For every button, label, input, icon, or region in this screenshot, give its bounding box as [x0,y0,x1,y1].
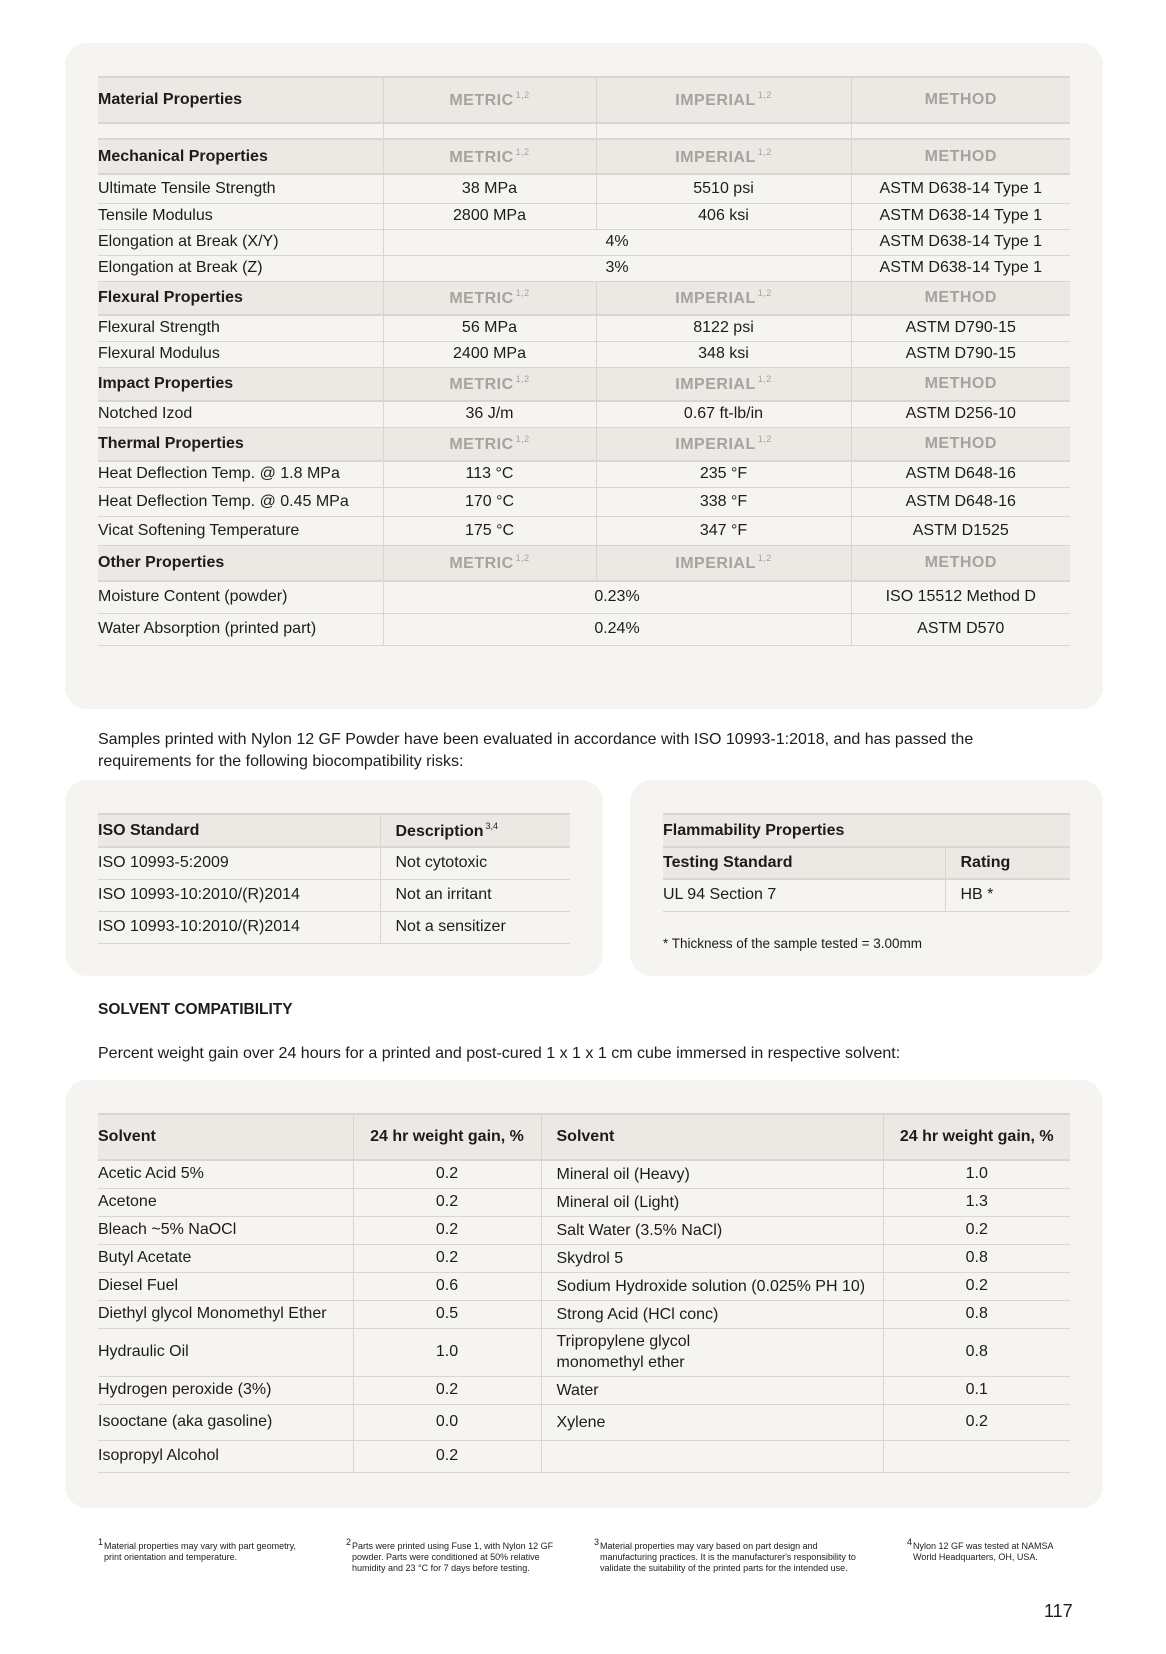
table-row [98,516,1070,545]
property-name: Tensile Modulus [98,207,213,224]
table-row [98,1440,1070,1472]
metric-header: METRIC $^{1,2}$ [383,367,596,401]
solvent-name: Acetone [98,1193,157,1210]
footnote-number: 1 [98,1537,104,1547]
material-properties-table [98,76,1070,646]
weight-gain-value: 0.2 [353,1244,541,1272]
table-row [98,255,1070,281]
footnote [346,1537,554,1574]
property-value: 0.24% [383,613,851,645]
solvent-name: Hydraulic Oil [98,1343,189,1360]
solvent-header: Solvent [541,1114,883,1160]
weight-gain-header: 24 hr weight gain, % [883,1114,1070,1160]
section-header-row [98,139,1070,174]
section-title: Impact Properties [98,367,383,401]
solvent-name: Mineral oil (Heavy) [541,1160,883,1188]
metric-header: METRIC $^{1,2}$ [383,427,596,461]
property-value: 0.23% [383,581,851,613]
imperial-value: 348 ksi [596,341,851,367]
metric-value: 2800 MPa [383,203,596,229]
method-header: METHOD [851,77,1070,123]
method-value: ASTM D638-14 Type 1 [851,174,1070,203]
method-header: METHOD [851,545,1070,581]
solvent-name: Water [541,1376,883,1404]
weight-gain-value: 0.6 [353,1272,541,1300]
iso-header-description: Description $^{3,4}$ [380,814,570,847]
section-header-row [98,77,1070,123]
footnote [98,1537,296,1563]
property-value: 4% [383,229,851,255]
section-title: Thermal Properties [98,427,383,461]
method-value: ASTM D790-15 [851,341,1070,367]
metric-value: 170 °C [383,487,596,516]
footnote-line: World Headquarters, OH, USA. [913,1552,1038,1562]
flammability-header-rating: Rating [945,847,1070,879]
method-value: ASTM D648-16 [851,487,1070,516]
weight-gain-value: 0.8 [883,1300,1070,1328]
flammability-note: * Thickness of the sample tested = 3.00mm [663,936,923,951]
table-row [98,847,570,879]
metric-value: 175 °C [383,516,596,545]
imperial-header: IMPERIAL $^{1,2}$ [596,367,851,401]
iso-standard-cell: ISO 10993-10:2010/(R)2014 [98,886,300,903]
method-header: METHOD [851,367,1070,401]
weight-gain-value: 1.0 [353,1328,541,1376]
method-value: ASTM D790-15 [851,315,1070,341]
property-name: Moisture Content (powder) [98,588,288,606]
section-title: Mechanical Properties [98,139,383,174]
iso-table [98,813,570,944]
metric-value: 38 MPa [383,174,596,203]
table-row [98,1328,1070,1376]
table-row [98,203,1070,229]
footnote-line: Nylon 12 GF was tested at NAMSA [913,1541,1054,1551]
weight-gain-value: 0.2 [353,1216,541,1244]
method-value: ASTM D638-14 Type 1 [851,229,1070,255]
solvent-name: Diesel Fuel [98,1277,179,1294]
flammability-title: Flammability Properties [663,814,1070,847]
metric-value: 56 MPa [383,315,596,341]
footnote-line: validate the suitability of the printed parts for the intended use. [600,1563,848,1573]
flammability-table [663,813,1070,912]
property-name: Elongation at Break (Z) [98,259,263,276]
table-row [98,315,1070,341]
method-value: ASTM D638-14 Type 1 [851,203,1070,229]
section-header-row [98,427,1070,461]
weight-gain-value: 0.2 [353,1376,541,1404]
weight-gain-value: 0.2 [883,1216,1070,1244]
table-row [98,1404,1070,1440]
solvent-name: Isooctane (aka gasoline) [98,1413,273,1430]
table-row [98,229,1070,255]
iso-standard-cell: ISO 10993-5:2009 [98,854,229,872]
solvent-header-row [98,1114,1070,1160]
solvent-name: Sodium Hydroxide solution (0.025% PH 10) [541,1272,883,1300]
solvent-name: Isopropyl Alcohol [98,1447,219,1464]
weight-gain-value: 0.0 [353,1404,541,1440]
weight-gain-value: 0.1 [883,1376,1070,1404]
solvent-name: Bleach ~5% NaOCl [98,1221,237,1238]
imperial-value: 338 °F [596,487,851,516]
imperial-header: IMPERIAL $^{1,2}$ [596,139,851,174]
section-title: Material Properties [98,77,383,123]
table-row [98,581,1070,613]
solvent-name: Xylene [541,1404,883,1440]
iso-description-cell: Not a sensitizer [380,911,570,943]
imperial-header: IMPERIAL $^{1,2}$ [596,427,851,461]
solvent-name: Skydrol 5 [541,1244,883,1272]
weight-gain-value: 0.2 [883,1272,1070,1300]
imperial-header: IMPERIAL $^{1,2}$ [596,545,851,581]
page-number: 117 [1044,1601,1073,1621]
method-header: METHOD [851,281,1070,315]
solvent-name: Strong Acid (HCl conc) [541,1300,883,1328]
iso-description-cell: Not an irritant [380,879,570,911]
footnote-line: humidity and 23 °C for 7 days before testing. [352,1563,530,1573]
iso-description-cell: Not cytotoxic [380,847,570,879]
flammability-standard-cell: UL 94 Section 7 [663,886,777,904]
section-title: Other Properties [98,545,383,581]
method-value: ASTM D256-10 [851,401,1070,427]
iso-header-standard: ISO Standard [98,814,380,847]
footnote-line: powder. Parts were conditioned at 50% relative [352,1552,540,1562]
weight-gain-value [883,1440,1070,1472]
solvent-name: Tripropylene glycol monomethyl ether [541,1328,883,1376]
imperial-value: 406 ksi [596,203,851,229]
solvent-name: Butyl Acetate [98,1249,192,1266]
table-row [98,1244,1070,1272]
table-row [98,1188,1070,1216]
table-row [98,911,570,943]
section-header-row [98,545,1070,581]
table-row [98,341,1070,367]
table-row [98,1300,1070,1328]
method-value: ISO 15512 Method D [851,581,1070,613]
weight-gain-value: 0.8 [883,1328,1070,1376]
footnote [594,1537,856,1574]
imperial-value: 5510 psi [596,174,851,203]
footnote-number: 3 [594,1537,600,1547]
imperial-value: 8122 psi [596,315,851,341]
method-value: ASTM D570 [851,613,1070,645]
imperial-value: 347 °F [596,516,851,545]
method-value: ASTM D648-16 [851,461,1070,487]
weight-gain-value: 1.3 [883,1188,1070,1216]
table-row [98,401,1070,427]
footnote-line: Material properties may vary with part geometry, [104,1541,296,1551]
metric-value: 2400 MPa [383,341,596,367]
imperial-header: IMPERIAL $^{1,2}$ [596,77,851,123]
solvent-name: Salt Water (3.5% NaCl) [541,1216,883,1244]
table-row [663,879,1070,911]
weight-gain-value: 1.0 [883,1160,1070,1188]
section-header-row [98,367,1070,401]
property-name: Notched Izod [98,405,193,423]
footnote [907,1537,1054,1563]
method-header: METHOD [851,139,1070,174]
table-row [98,1376,1070,1404]
weight-gain-header: 24 hr weight gain, % [353,1114,541,1160]
table-row [98,461,1070,487]
flammability-rating-cell: HB * [945,879,1070,911]
solvent-name [541,1440,883,1472]
imperial-value: 0.67 ft-lb/in [596,401,851,427]
method-header: METHOD [851,427,1070,461]
table-row [98,879,570,911]
table-row [98,1216,1070,1244]
solvent-name: Hydrogen peroxide (3%) [98,1381,272,1398]
metric-value: 113 °C [383,461,596,487]
solvent-intro: Percent weight gain over 24 hours for a printed and post-cured 1 x 1 x 1 cm cube immersed in respective solvent: [98,1045,901,1062]
section-title: Flexural Properties [98,281,383,315]
property-value: 3% [383,255,851,281]
solvent-header: Solvent [98,1114,353,1160]
footnote-line: Material properties may vary based on part design and [600,1541,818,1551]
weight-gain-value: 0.2 [353,1160,541,1188]
property-name: Vicat Softening Temperature [98,521,300,539]
property-name: Water Absorption (printed part) [98,620,317,637]
weight-gain-value: 0.8 [883,1244,1070,1272]
flammability-header-standard: Testing Standard [663,847,945,879]
solvent-name: Diethyl glycol Monomethyl Ether [98,1305,327,1322]
weight-gain-value: 0.2 [353,1188,541,1216]
spacer-row [98,123,1070,139]
metric-value: 36 J/m [383,401,596,427]
property-name: Ultimate Tensile Strength [98,179,276,197]
weight-gain-value: 0.2 [353,1440,541,1472]
property-name: Heat Deflection Temp. @ 0.45 MPa [98,492,349,510]
method-value: ASTM D1525 [851,516,1070,545]
imperial-header: IMPERIAL $^{1,2}$ [596,281,851,315]
method-value: ASTM D638-14 Type 1 [851,255,1070,281]
property-name: Elongation at Break (X/Y) [98,233,279,250]
solvent-name: Acetic Acid 5% [98,1165,204,1183]
footnote-line: manufacturing practices. It is the manufacturer's responsibility to [600,1552,856,1562]
metric-header: METRIC $^{1,2}$ [383,281,596,315]
footnote-line: Parts were printed using Fuse 1, with Nylon 12 GF [352,1541,554,1551]
table-row [98,1160,1070,1188]
solvent-table [98,1113,1070,1473]
imperial-value: 235 °F [596,461,851,487]
property-name: Flexural Strength [98,319,220,337]
iso-standard-cell: ISO 10993-10:2010/(R)2014 [98,918,300,935]
table-row [98,487,1070,516]
solvent-name: Mineral oil (Light) [541,1188,883,1216]
metric-header: METRIC $^{1,2}$ [383,545,596,581]
property-name: Flexural Modulus [98,345,220,362]
footnote-number: 4 [907,1537,913,1547]
weight-gain-value: 0.2 [883,1404,1070,1440]
property-name: Heat Deflection Temp. @ 1.8 MPa [98,465,340,483]
metric-header: METRIC $^{1,2}$ [383,139,596,174]
footnote-line: print orientation and temperature. [104,1552,238,1562]
weight-gain-value: 0.5 [353,1300,541,1328]
table-row [98,1272,1070,1300]
section-header-row [98,281,1070,315]
solvent-heading: SOLVENT COMPATIBILITY [98,1001,293,1018]
biocompatibility-intro: Samples printed with Nylon 12 GF Powder have been evaluated in accordance with ISO 10993-1:2018, and has passed the requirements for the following biocompatibility risks: [98,731,974,770]
table-row [98,174,1070,203]
metric-header: METRIC $^{1,2}$ [383,77,596,123]
footnote-number: 2 [346,1537,352,1547]
table-row [98,613,1070,645]
